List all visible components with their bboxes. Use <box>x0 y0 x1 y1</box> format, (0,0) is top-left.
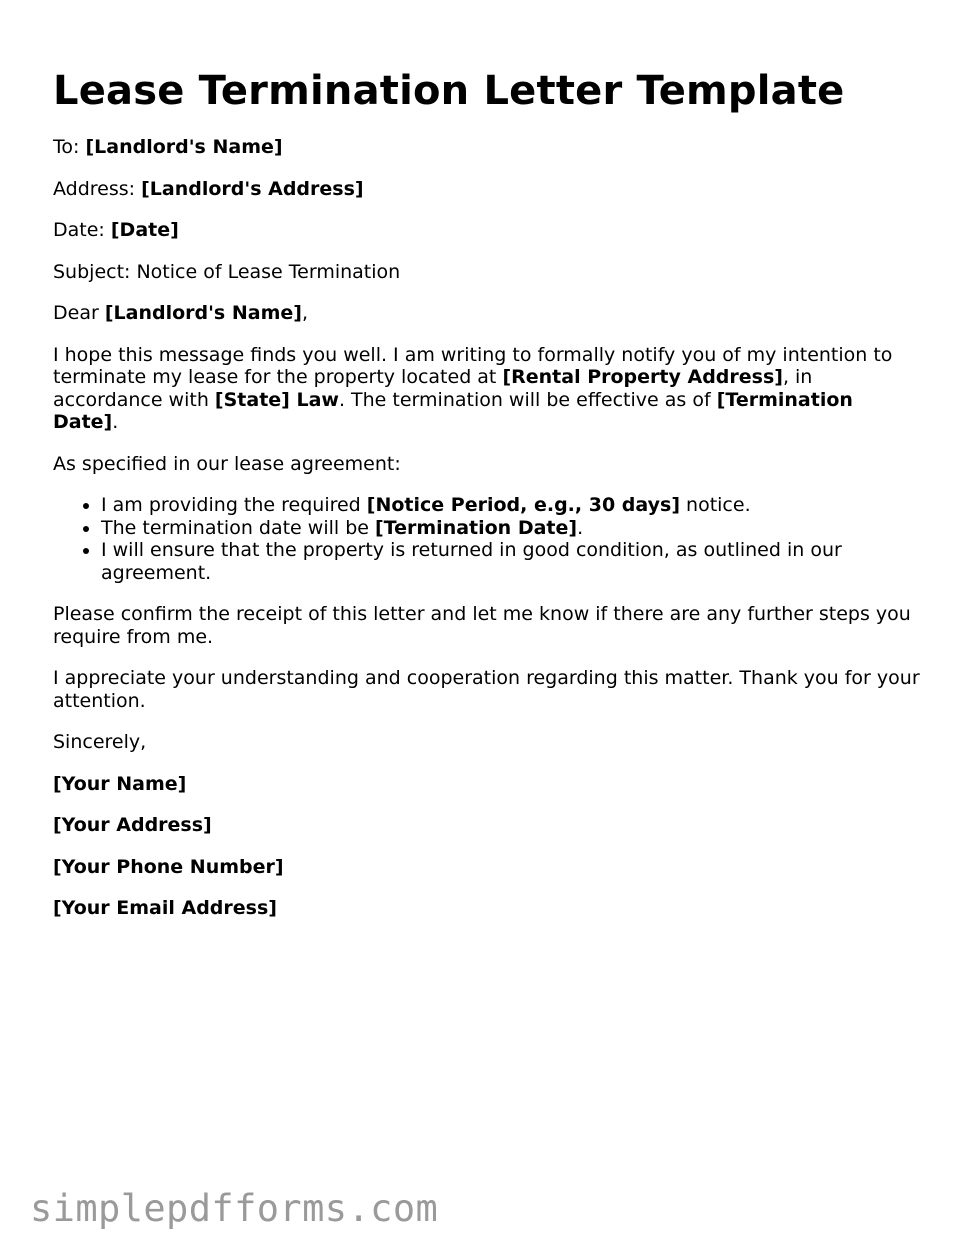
list-item-suffix: notice. <box>680 494 751 516</box>
date-label: Date: <box>53 219 111 241</box>
list-item: • I will ensure that the property is returned in good condition, as outlined in our agreement. <box>101 539 921 584</box>
letter-document <box>53 66 921 939</box>
intro-text-3: . The termination will be effective as of <box>338 388 717 411</box>
law-placeholder: [State] Law <box>214 388 339 411</box>
list-item-suffix: . <box>577 516 584 539</box>
signature-address-value: [Your Address] <box>53 814 212 836</box>
list-item <box>101 494 921 517</box>
agreement-intro: As specified in our lease agreement: <box>53 452 401 475</box>
date-line <box>53 219 921 242</box>
intro-text-4: . <box>112 411 119 433</box>
signature-email-value: [Your Email Address] <box>53 897 277 919</box>
date-value: [Date] <box>110 219 179 241</box>
address-value: [Landlord's Address] <box>141 177 364 200</box>
intro-paragraph <box>53 344 921 434</box>
termination-date-placeholder: [Termination Date] <box>53 388 853 433</box>
signature-email <box>53 897 921 920</box>
page-title: Lease Termination Letter Template <box>53 68 845 114</box>
signature-phone <box>53 856 921 879</box>
address-label: Address: <box>53 177 142 200</box>
signature-name <box>53 773 921 796</box>
list-item <box>101 517 921 540</box>
signature-name-value: [Your Name] <box>53 772 187 795</box>
list-item-prefix: I am providing the required <box>101 494 367 516</box>
list-item-prefix: The termination date will be <box>101 516 375 539</box>
confirm-paragraph: Please confirm the receipt of this letter and let me know if there are any further steps you require from me. <box>53 603 911 648</box>
to-label: To: <box>53 136 86 158</box>
salutation <box>53 302 921 325</box>
salutation-prefix: Dear <box>53 302 105 324</box>
intro-text-2: , in accordance with <box>53 366 813 411</box>
notice-period-placeholder: [Notice Period, e.g., 30 days] <box>366 494 680 516</box>
to-line <box>53 136 921 159</box>
property-placeholder: [Rental Property Address] <box>502 366 783 388</box>
signature-address <box>53 814 921 837</box>
signature-phone-value: [Your Phone Number] <box>53 855 284 878</box>
termination-date-placeholder: [Termination Date] <box>375 516 578 539</box>
terms-list <box>53 494 921 584</box>
salutation-suffix: , <box>301 302 308 324</box>
salutation-name: [Landlord's Name] <box>104 302 302 324</box>
subject-line: Subject: Notice of Lease Termination <box>53 260 401 283</box>
to-value: [Landlord's Name] <box>85 136 283 158</box>
closing: Sincerely, <box>53 731 147 753</box>
appreciate-paragraph: I appreciate your understanding and cooperation regarding this matter. Thank you for your attention. <box>53 667 920 712</box>
address-line <box>53 178 921 201</box>
intro-text-1: I hope this message finds you well. I am writing to formally notify you of my intention to terminate my lease for the property located at <box>53 343 893 388</box>
watermark-footer: simplepdfforms.com <box>30 1187 439 1230</box>
